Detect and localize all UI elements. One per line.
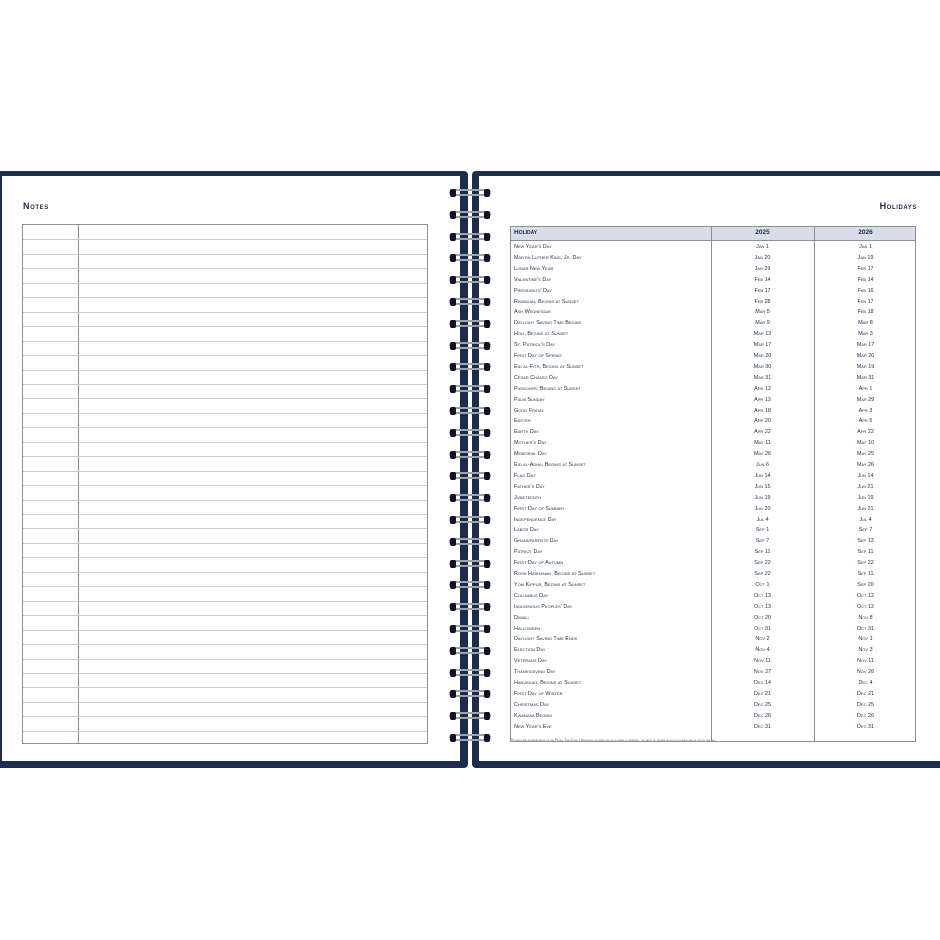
table-row <box>511 472 915 483</box>
binding-ring <box>446 339 494 353</box>
ruled-line <box>23 427 427 428</box>
ruled-line <box>23 283 427 284</box>
binding-ring <box>446 535 494 549</box>
ruled-line <box>23 384 427 385</box>
date-year-2: Oct 12 <box>856 592 875 599</box>
date-year-2: Apr 3 <box>858 407 873 414</box>
ruled-line <box>23 528 427 529</box>
table-row <box>511 516 915 527</box>
date-year-1: Jul 4 <box>756 516 769 523</box>
ruled-line <box>23 615 427 616</box>
ruled-line <box>23 702 427 703</box>
ruled-line <box>23 398 427 399</box>
date-year-1: Oct 13 <box>753 592 772 599</box>
date-year-1: Jun 6 <box>756 462 769 468</box>
holiday-name: Diwali <box>514 614 529 621</box>
holiday-name: Ramadan, Begins at Sunset <box>514 298 580 305</box>
date-year-2: May 26 <box>856 462 875 468</box>
binding-ring <box>446 578 494 592</box>
ruled-line <box>23 413 427 414</box>
header-year-2: 2026 <box>858 229 873 236</box>
holiday-name: Presidents' Day <box>514 287 552 294</box>
table-row <box>511 287 915 298</box>
holiday-name: First Day of Winter <box>514 690 563 697</box>
date-year-1: Sep 22 <box>754 571 771 577</box>
table-row <box>511 254 915 265</box>
holiday-name: New Year's Day <box>514 244 552 250</box>
table-row <box>511 298 915 309</box>
table-row <box>511 385 915 396</box>
holiday-name: Thanksgiving Day <box>514 669 556 676</box>
holiday-name: Lunar New Year <box>514 265 554 272</box>
table-row <box>511 505 915 516</box>
table-row <box>511 570 915 581</box>
binding-ring <box>446 230 494 244</box>
ruled-line <box>23 355 427 356</box>
table-row <box>511 494 915 505</box>
date-year-2: Dec 4 <box>858 680 873 686</box>
date-year-2: Sep 22 <box>857 560 874 567</box>
holiday-name: First Day of Autumn <box>514 560 564 567</box>
ruled-line <box>23 442 427 443</box>
date-year-1: Oct 1 <box>755 581 770 588</box>
date-year-1: Apr 12 <box>754 385 771 392</box>
holiday-name: Flag Day <box>514 472 536 479</box>
binding-ring <box>446 208 494 222</box>
date-year-2: Sep 20 <box>857 581 874 588</box>
header-year-1: 2025 <box>755 229 770 236</box>
holiday-name: Passover, Begins at Sunset <box>514 385 581 392</box>
date-year-1: Mar 17 <box>753 342 772 349</box>
date-year-2: Apr 1 <box>858 385 873 392</box>
table-row <box>511 668 915 679</box>
date-year-2: Apr 22 <box>857 429 874 436</box>
date-year-2: Jun 19 <box>857 494 874 501</box>
date-year-1: Nov 4 <box>755 647 770 654</box>
holiday-name: New Year's Eve <box>514 723 552 730</box>
ruled-line <box>23 586 427 587</box>
ruled-line <box>23 716 427 717</box>
holiday-name: Easter <box>514 418 531 425</box>
binding-ring <box>446 404 494 418</box>
holiday-name: Palm Sunday <box>514 396 545 403</box>
holiday-name: Memorial Day <box>514 451 547 458</box>
binding-ring <box>446 382 494 396</box>
ruled-line <box>23 485 427 486</box>
table-row <box>511 352 915 363</box>
holiday-name: Daylight Saving Time Ends <box>514 636 578 643</box>
table-row <box>511 483 915 494</box>
date-year-2: Jan 19 <box>857 254 874 261</box>
holiday-name: Martin Luther King, Jr. Day <box>514 254 582 261</box>
binding-ring <box>446 622 494 636</box>
holidays-heading: Holidays <box>879 201 917 211</box>
table-row <box>511 276 915 287</box>
ruled-line <box>23 341 427 342</box>
date-year-2: Mar 8 <box>858 320 873 327</box>
date-year-2: Mar 20 <box>856 353 875 359</box>
holiday-name: Ash Wednesday <box>514 309 552 316</box>
date-year-2: Sep 11 <box>857 549 874 556</box>
binding-ring <box>446 731 494 745</box>
table-row <box>511 635 915 646</box>
table-row <box>511 559 915 570</box>
ruled-line <box>23 268 427 269</box>
table-row <box>511 625 915 636</box>
date-year-2: Jun 21 <box>857 505 874 512</box>
holiday-name: Juneteenth <box>514 494 542 501</box>
date-year-1: May 11 <box>754 440 771 447</box>
table-row <box>511 428 915 439</box>
footnote: Holidays are representative of the Pacific Time Zone. • Depending on when the moon phase is observed, the dates of certain religious holidays may be off by one day. <box>511 738 716 742</box>
holiday-name: Indigenous Peoples' Day <box>514 603 573 610</box>
date-year-1: Jan 1 <box>756 244 769 250</box>
date-year-1: Oct 13 <box>753 603 772 610</box>
binding-ring <box>446 491 494 505</box>
table-row <box>511 526 915 537</box>
binding-ring <box>446 186 494 200</box>
table-row <box>511 407 915 418</box>
table-row <box>511 450 915 461</box>
holiday-name: Labor Day <box>514 527 539 534</box>
spiral-binding <box>446 186 494 751</box>
date-year-2: Jul 4 <box>859 516 872 523</box>
date-year-1: Oct 20 <box>753 614 772 621</box>
date-year-1: Apr 18 <box>754 407 771 414</box>
date-year-1: Jun 19 <box>754 494 771 501</box>
holiday-name: Rosh Hashanah, Begins at Sunset <box>514 571 596 577</box>
date-year-2: Mar 31 <box>856 374 875 381</box>
table-row <box>511 417 915 428</box>
holiday-name: Mother's Day <box>514 440 547 447</box>
date-year-2: Sep 7 <box>858 527 873 534</box>
holiday-name: Earth Day <box>514 429 539 436</box>
binding-ring <box>446 600 494 614</box>
date-year-1: Mar 20 <box>753 353 772 359</box>
table-row <box>511 374 915 385</box>
holiday-name: Eid al-Fitr, Begins at Sunset <box>514 363 584 370</box>
holiday-name: Valentine's Day <box>514 276 552 283</box>
date-year-1: Nov 11 <box>754 658 771 665</box>
table-row <box>511 330 915 341</box>
holiday-name: Kwanzaa Begins <box>514 712 553 719</box>
date-year-2: Nov 26 <box>856 669 875 676</box>
ruled-line <box>23 326 427 327</box>
table-row <box>511 712 915 723</box>
date-year-2: Dec 25 <box>857 701 874 708</box>
date-year-2: Mar 29 <box>856 396 875 403</box>
holiday-name: Christmas Day <box>514 701 549 708</box>
date-year-1: Oct 31 <box>753 625 772 632</box>
date-year-1: Apr 13 <box>754 396 771 403</box>
table-row <box>511 396 915 407</box>
table-header <box>511 227 915 241</box>
header-holiday: Holiday <box>514 229 538 236</box>
date-year-1: Mar 9 <box>755 320 770 327</box>
binding-ring <box>446 557 494 571</box>
date-year-1: Sep 1 <box>755 527 770 534</box>
date-year-1: Jun 15 <box>754 483 771 490</box>
date-year-2: Feb 18 <box>857 309 874 316</box>
holiday-name: César Chávez Day <box>514 374 558 381</box>
holiday-name: Halloween <box>514 625 541 632</box>
holiday-name: First Day of Summer <box>514 505 565 512</box>
date-year-1: Sep 22 <box>754 560 771 567</box>
date-year-2: Dec 26 <box>857 712 874 719</box>
date-year-1: Feb 17 <box>754 287 771 294</box>
ruled-line <box>23 731 427 732</box>
date-year-1: Feb 28 <box>754 298 771 305</box>
table-row <box>511 548 915 559</box>
table-row <box>511 690 915 701</box>
date-year-1: Feb 14 <box>754 276 771 283</box>
holiday-name: Independence Day <box>514 516 557 523</box>
date-year-2: Jun 21 <box>857 483 874 490</box>
binding-ring <box>446 426 494 440</box>
table-row <box>511 581 915 592</box>
date-year-1: Nov 2 <box>755 636 770 643</box>
date-year-1: Sep 11 <box>754 549 771 556</box>
table-row <box>511 341 915 352</box>
holiday-name: Good Friday <box>514 407 545 414</box>
binding-ring <box>446 469 494 483</box>
date-year-2: Apr 5 <box>858 418 873 425</box>
holiday-name: Grandparents Day <box>514 538 559 545</box>
ruled-line <box>23 514 427 515</box>
date-year-1: Dec 26 <box>754 712 771 719</box>
table-row <box>511 439 915 450</box>
ruled-line <box>23 630 427 631</box>
date-year-1: May 26 <box>753 451 772 458</box>
binding-ring <box>446 273 494 287</box>
binding-ring <box>446 295 494 309</box>
holiday-name: Daylight Saving Time Begins <box>514 320 582 327</box>
date-year-2: Jun 14 <box>857 472 874 479</box>
holiday-name: Yom Kippur, Begins at Sunset <box>514 581 586 588</box>
date-year-1: Mar 30 <box>753 363 772 370</box>
date-year-2: Mar 3 <box>858 331 873 338</box>
date-year-2: Oct 12 <box>856 603 875 610</box>
date-year-2: Feb 17 <box>857 265 874 272</box>
ruled-line <box>23 254 427 255</box>
binding-ring <box>446 317 494 331</box>
ruled-line <box>23 557 427 558</box>
date-year-1: Dec 21 <box>754 690 771 697</box>
date-year-1: Jan 20 <box>754 254 771 261</box>
ruled-line <box>23 687 427 688</box>
binding-ring <box>446 360 494 374</box>
holiday-name: First Day of Spring <box>514 353 562 359</box>
ruled-line <box>23 239 427 240</box>
ruled-line <box>23 471 427 472</box>
table-row <box>511 592 915 603</box>
holiday-name: Columbus Day <box>514 592 549 599</box>
date-year-2: Sep 11 <box>857 571 874 577</box>
holiday-name: Holi, Begins at Sunset <box>514 331 569 338</box>
date-year-2: Nov 3 <box>858 647 873 654</box>
table-row <box>511 701 915 712</box>
table-row <box>511 319 915 330</box>
ruled-line <box>23 644 427 645</box>
binding-ring <box>446 709 494 723</box>
date-year-1: Apr 22 <box>754 429 771 436</box>
ruled-line <box>23 297 427 298</box>
ruled-line <box>23 572 427 573</box>
ruled-line <box>23 456 427 457</box>
date-year-2: Dec 31 <box>857 723 874 730</box>
ruled-line <box>23 312 427 313</box>
notes-heading: Notes <box>23 201 49 211</box>
ruled-line <box>23 673 427 674</box>
date-year-1: Nov 27 <box>753 669 772 676</box>
holiday-name: Father's Day <box>514 483 545 490</box>
table-row <box>511 646 915 657</box>
date-year-2: Oct 31 <box>856 625 875 632</box>
date-year-1: Jun 20 <box>754 505 771 512</box>
date-year-2: Nov 11 <box>857 658 874 665</box>
holiday-name: Veterans Day <box>514 658 547 665</box>
ruled-line <box>23 659 427 660</box>
table-row <box>511 657 915 668</box>
binding-ring <box>446 644 494 658</box>
ruled-line <box>23 500 427 501</box>
table-row <box>511 265 915 276</box>
date-year-2: Mar 19 <box>856 363 875 370</box>
date-year-2: Mar 17 <box>856 342 875 349</box>
ruled-line <box>23 543 427 544</box>
binding-ring <box>446 513 494 527</box>
date-year-2: May 10 <box>856 440 875 447</box>
table-row <box>511 537 915 548</box>
date-year-2: Sep 13 <box>857 538 874 545</box>
date-year-1: Jun 14 <box>754 472 771 479</box>
date-year-1: Dec 25 <box>754 701 771 708</box>
date-year-1: Apr 20 <box>754 418 771 425</box>
holiday-name: Hanukkah, Begins at Sunset <box>514 680 582 686</box>
ruled-line <box>23 370 427 371</box>
table-row <box>511 461 915 472</box>
date-year-2: Nov 1 <box>858 636 873 643</box>
date-year-1: Dec 14 <box>754 680 771 686</box>
holiday-name: Eid al-Adha, Begins at Sunset <box>514 462 586 468</box>
date-year-2: May 25 <box>856 451 875 458</box>
date-year-1: Dec 31 <box>754 723 771 730</box>
date-year-2: Jan 1 <box>859 244 872 250</box>
date-year-1: Mar 31 <box>753 374 772 381</box>
date-year-1: Mar 5 <box>755 309 770 316</box>
table-row <box>511 363 915 374</box>
table-row <box>511 308 915 319</box>
date-year-1: Jan 29 <box>754 265 771 272</box>
binding-ring <box>446 687 494 701</box>
holidays-table <box>510 226 916 742</box>
binding-ring <box>446 251 494 265</box>
notes-area[interactable] <box>22 224 428 744</box>
binding-ring <box>446 666 494 680</box>
holiday-name: Election Day <box>514 647 546 654</box>
notes-margin-line <box>78 225 79 743</box>
binding-ring <box>446 448 494 462</box>
date-year-2: Feb 16 <box>857 287 874 294</box>
date-year-2: Nov 8 <box>858 614 873 621</box>
date-year-1: Sep 7 <box>755 538 770 545</box>
date-year-2: Dec 21 <box>857 690 874 697</box>
table-row <box>511 679 915 690</box>
table-row <box>511 723 915 734</box>
table-row <box>511 603 915 614</box>
date-year-2: Feb 17 <box>857 298 874 305</box>
date-year-1: Mar 13 <box>753 331 772 338</box>
date-year-2: Feb 14 <box>857 276 874 283</box>
table-row <box>511 614 915 625</box>
holiday-name: Patriot Day <box>514 549 543 556</box>
table-row <box>511 243 915 254</box>
holiday-name: St. Patrick's Day <box>514 342 556 349</box>
ruled-line <box>23 601 427 602</box>
